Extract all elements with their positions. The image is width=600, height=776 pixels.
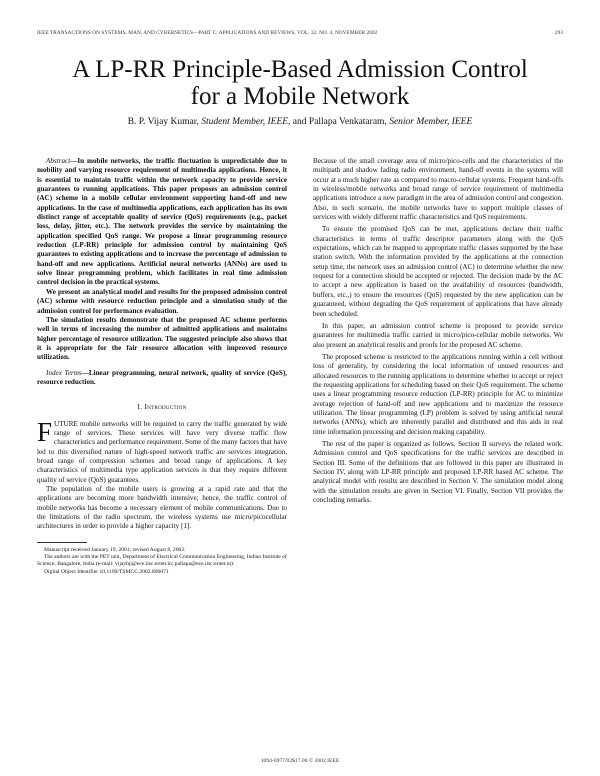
abstract-paragraph-3: The simulation results demonstrate that the proposed AC scheme performs well in terms of increasing the number of admitted applications and maintains higher percentage of resource utilization. The suggested principle also shows that it is appropriate for the fair resource allocation with improved resource utilization. <box>37 315 287 362</box>
author-1-role: Student Member, IEEE, <box>201 117 291 127</box>
section-title: Introduction <box>144 402 187 412</box>
abstract-paragraph-1 <box>37 157 287 288</box>
index-terms-paragraph <box>37 369 287 388</box>
abstract-label: Abstract <box>46 157 71 165</box>
section-heading-introduction <box>37 402 287 411</box>
title-line-2: for a Mobile Network <box>190 83 410 110</box>
page-number: 293 <box>554 30 563 36</box>
index-terms-text: —Linear programming, neural network, quality of service (QoS), resource reduction. <box>37 368 287 386</box>
abstract <box>37 157 287 363</box>
index-terms-label: Index Terms <box>46 368 82 377</box>
footnote-divider <box>37 542 87 543</box>
body-paragraph-4: The proposed scheme is restricted to the applications running within a cell without loss of generality, by considering the local information of unused resources and allocated resources to the running applications to determine whether to accept or reject the requesting applications for scheduling based on their QoS requirement. The scheme uses a linear programming resource reduction (LP-RR) principle for AC to minimize average rejection of hand-off and new applications and to maximize the resource utilization. The linear programming (LP) problem is solved by using artificial neural networks (ANNs), which are inherently parallel and distributed and this aids in real time information processing and decision making capability. <box>313 352 563 436</box>
left-column <box>37 157 287 576</box>
journal-header: IEEE TRANSACTIONS ON SYSTEMS, MAN, AND CYBERNETICS—PART C: APPLICATIONS AND REVIEWS, VOL. 32, NO. 4, NOVEMBER 2002 <box>37 30 378 36</box>
title-line-1: A LP-RR Principle-Based Admission Control <box>72 56 528 83</box>
body-paragraph-3: In this paper, an admission control scheme is proposed to provide service guarantees for multimedia traffic carried in micro/pico-cellular mobile networks. We also present an analytical results and proofs for the proposed AC scheme. <box>313 321 563 349</box>
intro-paragraph-1 <box>37 416 287 485</box>
intro-paragraph-2: The population of the mobile users is growing at a rapid rate and that the applications are becoming more bandwidth intensive; hence, the traffic control of mobile networks has become a necessary element of mobile communications. Due to the limitations of the radio spectrum, the wireless systems use micro/picocellular architectures in order to provide a higher capacity [1]. <box>37 485 287 531</box>
footnotes <box>37 547 287 576</box>
footnote-received: Manuscript received January 19, 2001; revised August 8, 2002. <box>44 546 186 553</box>
section-number: I. <box>137 402 143 412</box>
author-2-role: Senior Member, IEEE <box>389 117 473 127</box>
footnote-affiliation: The authors are with the PET unit, Department of Electrical Communication Engineering, Indian Institute of Science, Bangalore, India (e-mail: vijaybp@ece.iisc.ernet.in; pallapa@ece.iisc.ernet.in). <box>37 554 287 568</box>
index-terms <box>37 369 287 388</box>
paper-title <box>37 56 563 110</box>
drop-cap: F <box>37 416 53 447</box>
author-line <box>37 117 563 128</box>
copyright-footer: 1094-6977/02$17.00 © 2002 IEEE <box>260 758 340 764</box>
body-paragraph-1: Because of the small coverage area of micro/pico-cells and the characteristics of the multipath and shadow fading radio environment, hand-off events in the systems will occur at a much higher rate as compared to macro-cellular systems. Frequent hand-offs in wireless/mobile networks and broad range of service requirement of multimedia applications introduce a new paradigm in the area of admission control and congestion. Also, in such scenario, the mobile networks have to support multiple classes of services with widely different traffic characteristics and QoS requirements. <box>313 157 563 222</box>
intro-text-1: UTURE mobile networks will be required to carry the traffic generated by wide range of services. These services will have very diverse traffic flow characteristics and performance requirement. Some of the many factors that have led to this diversified nature of high-speed network traffic are services integration, broad range of compression schemes and broad range of applications. A key characteristics of multimedia type application services is that they require different quality of service (QoS) guarantees. <box>37 419 287 484</box>
footnote-doi: Digital Object Identifier 10.1109/TSMCC.2002.806071 <box>44 568 169 575</box>
abstract-paragraph-2: We present an analytical model and results for the proposed admission control (AC) scheme with resource reduction principle and a simulation study of the admission control for performance evaluation. <box>37 287 287 315</box>
body-paragraph-2: To ensure the promised QoS can be met, applications declare their traffic characteristics in terms of traffic descriptor parameters along with the QoS expectations, which can be mapped to appropriate traffic classes supported by the base station switch. With the information provided by the applications at the connection setup time, the network uses an admission control (AC) to determine whether the new request for a connection should be accepted or rejected. The decision made by the AC to accept a new application is based on the availability of resources (bandwidth, buffers, etc.,) to ensure the resources (QoS) requested by the new application can be guaranteed, without degrading the QoS requirement of applications that have already been scheduled. <box>313 225 563 318</box>
abstract-text-1: —In mobile networks, the traffic fluctuation is unpredictable due to mobility and varying resource requirement of multimedia applications. Hence, it is essential to maintain traffic within the network capacity to provide service guarantees to running applications. This paper proposes an admission control (AC) scheme in a mobile cellular environment supporting hand-off and new applications. In the case of multimedia applications, each application has its own distinct range of acceptable quality of service (QoS) requirements (e.g., packet loss, delay, jitter, etc.). The network provides the service by maintaining the application specified QoS range. We propose a linear programming resource reduction (LP-RR) principle for admission control by maintaining QoS guarantees to existing applications and to increase the percentage of admission to hand-off and new applications. Artificial neural networks (ANNs) are used to solve linear programming problem, which facilitates in real time admission control decision in the practical systems. <box>37 157 287 287</box>
author-conjunction: and <box>292 117 307 127</box>
running-header <box>37 30 563 40</box>
author-1: B. P. Vijay Kumar, <box>127 117 199 127</box>
body-paragraph-5: The rest of the paper is organized as follows. Section II surveys the related work. Admission control and QoS specifications for the traffic services are described in Section III. Some of the definitions that are followed in this paper are illustrated in Section IV, along with LP-RR principle and proposed LP-RR based AC scheme. The analytical model with results are described in Section V. The simulation model along with the simulation results are given in Section VI. Finally, Section VII provides the concluding remarks. <box>313 439 563 505</box>
right-column <box>313 157 563 505</box>
author-2: Pallapa Venkataram, <box>308 117 387 127</box>
